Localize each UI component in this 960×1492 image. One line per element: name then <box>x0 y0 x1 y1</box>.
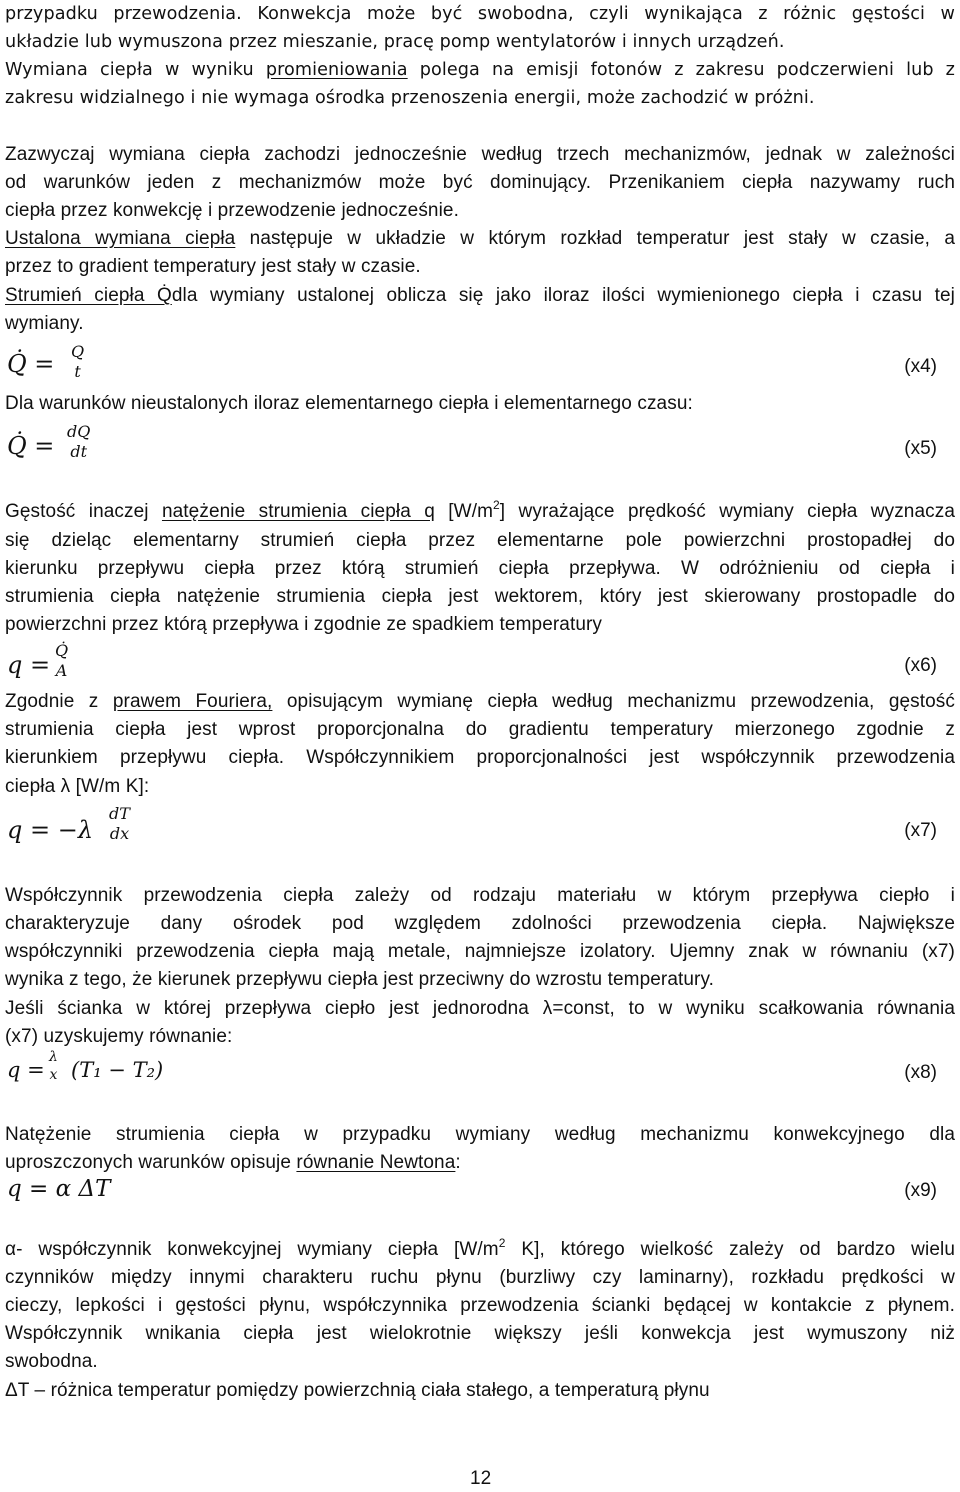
text-span: Gęstość inaczej <box>5 501 162 522</box>
fraction-denominator: dx <box>109 824 130 843</box>
equation-number: (x8) <box>904 1062 937 1083</box>
equation-lhs: Q̇ = <box>7 432 55 460</box>
text-line: strumienia ciepła natężenie strumienia ciepła jest wektorem, który jest skierowany prostopadle do <box>5 586 955 607</box>
text-line: ciepła λ [W/m K]: <box>5 776 150 797</box>
text-line: Współczynnik przewodzenia ciepła zależy od rodzaju materiału w którym przepływa ciepło i <box>5 885 955 906</box>
equation-x4 <box>5 338 955 398</box>
link-prawo-fouriera[interactable]: prawem Fouriera, <box>112 691 273 712</box>
equation-rhs: (T₁ − T₂) <box>71 1058 164 1082</box>
equation-lhs: Q̇ = <box>7 350 55 378</box>
text-line: ΔT – różnica temperatur pomiędzy powierzchnią ciała stałego, a temperaturą płynu <box>5 1380 710 1401</box>
text-span: α- współczynnik konwekcyjnej wymiany ciepła [W/m <box>5 1239 499 1260</box>
fraction <box>109 804 130 844</box>
equation-x9 <box>5 1174 955 1234</box>
superscript: 2 <box>498 1236 506 1250</box>
equation-x5 <box>5 418 955 478</box>
text-line: Współczynnik wnikania ciepła jest wielokrotnie większy jeśli konwekcja jest wymuszony niż <box>5 1323 955 1344</box>
fraction-numerator: Q̇ <box>55 641 69 660</box>
text-line: wymiany. <box>5 313 84 334</box>
text-span: opisującym wymianę ciepła według mechanizmu przewodzenia, gęstość <box>272 691 955 712</box>
text-span: : <box>455 1152 461 1173</box>
text-line: kierunku przepływu ciepła przez którą strumień ciepła przepływa. W odróżnieniu od ciepła i <box>5 558 955 579</box>
fraction-numerator: dT <box>109 804 130 823</box>
equation-x7 <box>5 800 955 860</box>
equation-number: (x7) <box>904 820 937 841</box>
fraction-denominator: t <box>74 362 81 381</box>
text-line: Natężenie strumienia ciepła w przypadku wymiany według mechanizmu konwekcyjnego dla <box>5 1124 955 1145</box>
text-line <box>5 498 955 526</box>
text-span: polega na emisji fotonów z zakresu podczerwieni lub z <box>407 60 955 80</box>
text-line: układzie lub wymuszona przez mieszanie, pracę pomp wentylatorów i innych urządzeń. <box>5 32 785 52</box>
fraction-denominator: dt <box>70 442 88 461</box>
text-line: czynników między innymi charakteru ruchu płynu (burzliwy czy laminarny), rozkładu prędkości w <box>5 1267 955 1288</box>
text-line: (x7) uzyskujemy równanie: <box>5 1026 233 1047</box>
equation-x8 <box>5 1048 955 1108</box>
equation-lhs: q = −λ <box>7 816 94 844</box>
text-line: się dzieląc elementarny strumień ciepła przez elementarne pole powierzchni prostopadłej do <box>5 530 955 551</box>
fraction-denominator: x <box>49 1067 58 1083</box>
text-line <box>5 1236 955 1264</box>
equation-number: (x4) <box>904 356 937 377</box>
text-span: [W/m <box>434 501 494 522</box>
fraction-numerator: dQ <box>67 422 91 441</box>
fraction <box>71 342 84 382</box>
underlined-term: Ustalona wymiana ciepła <box>5 228 236 249</box>
equation-number: (x9) <box>904 1180 937 1201</box>
text-line: swobodna. <box>5 1351 98 1372</box>
text-line: Dla warunków nieustalonych iloraz elementarnego ciepła i elementarnego czasu: <box>5 393 693 414</box>
fraction-denominator: A <box>55 661 68 680</box>
equation-number: (x6) <box>904 655 937 676</box>
text-span: następuje w układzie w którym rozkład temperatur jest stały w czasie, a <box>235 228 955 249</box>
text-line: przypadku przewodzenia. Konwekcja może być swobodna, czyli wynikająca z różnic gęstości w <box>5 4 955 24</box>
text-line <box>5 225 955 253</box>
text-span: K], którego wielkość zależy od bardzo wielu <box>505 1239 955 1260</box>
page-number: 12 <box>470 1468 492 1489</box>
link-rownanie-newtona[interactable]: równanie Newtona <box>296 1152 456 1173</box>
text-line: kierunkiem przepływu ciepła. Współczynnikiem proporcjonalności jest współczynnik przewodzenia <box>5 747 955 768</box>
text-span: Zgodnie z <box>5 691 113 712</box>
text-span: uproszczonych warunków opisuje <box>5 1152 297 1173</box>
text-line: powierzchni przez którą przepływa i zgodnie ze spadkiem temperatury <box>5 614 603 635</box>
text-line: zakresu widzialnego i nie wymaga ośrodka przenoszenia energii, może zachodzić w próżni. <box>5 88 815 108</box>
link-promieniowania[interactable]: promieniowania <box>265 60 408 80</box>
fraction <box>67 422 90 462</box>
text-span: dla wymiany ustalonej oblicza się jako iloraz ilości wymienionego ciepła i czasu tej <box>171 285 955 306</box>
text-line: Zazwyczaj wymiana ciepła zachodzi jednocześnie według trzech mechanizmów, jednak w zależności <box>5 144 955 165</box>
text-line: ciepła przez konwekcję i przewodzenie jednocześnie. <box>5 200 459 221</box>
text-span: Wymiana ciepła w wyniku <box>5 60 266 80</box>
text-line: współczynniki przewodzenia ciepła mają metale, najmniejsze izolatory. Ujemny znak w równaniu (x7) <box>5 941 955 962</box>
superscript: 2 <box>493 498 500 512</box>
text-line: cieczy, lepkości i gęstości płynu, współczynnika przewodzenia ścianki będącej w kontakcie z płynem. <box>5 1295 955 1316</box>
fraction-numerator: Q <box>71 342 85 361</box>
text-line <box>5 56 955 84</box>
underlined-term: natężenie strumienia ciepła q <box>161 501 435 522</box>
equation-number: (x5) <box>904 438 937 459</box>
text-line: charakteryzuje dany ośrodek pod względem zdolności przewodzenia ciepła. Największe <box>5 913 955 934</box>
equation-lhs: q = <box>7 651 51 679</box>
text-line: Jeśli ścianka w której przepływa ciepło jest jednorodna λ=const, to w wyniku scałkowania równania <box>5 998 955 1019</box>
text-line <box>5 688 955 716</box>
fraction <box>55 641 68 681</box>
underlined-term: Strumień ciepła Q̇ <box>5 285 172 306</box>
text-line <box>5 1149 955 1177</box>
text-span: ] wyrażające prędkość wymiany ciepła wyznacza <box>499 501 955 522</box>
text-line: od warunków jeden z mechanizmów może być dominujący. Przenikaniem ciepła nazywamy ruch <box>5 172 955 193</box>
fraction-numerator: λ <box>49 1049 58 1065</box>
text-line: przez to gradient temperatury jest stały w czasie. <box>5 256 421 277</box>
text-line: wynika z tego, że kierunek przepływu ciepła jest przeciwny do wzrostu temperatury. <box>5 969 715 990</box>
text-line <box>5 282 955 310</box>
text-line: strumienia ciepła jest wprost proporcjonalna do gradientu temperatury mierzonego zgodnie z <box>5 719 955 740</box>
fraction <box>49 1048 58 1084</box>
equation-lhs: q = <box>7 1058 45 1082</box>
equation-lhs: q = α ΔT <box>7 1176 111 1202</box>
